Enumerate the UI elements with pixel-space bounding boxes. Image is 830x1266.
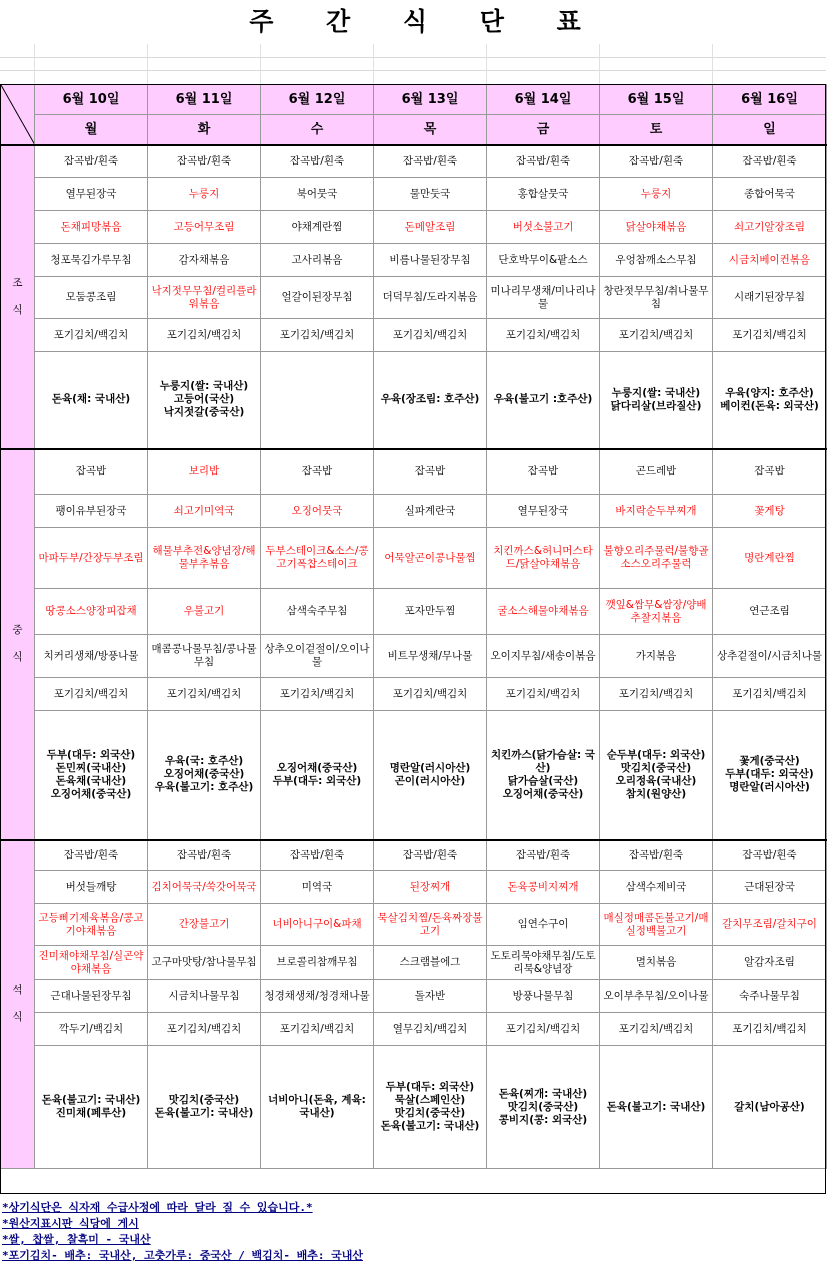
menu-item: 종합어묵국 (713, 178, 827, 211)
weekday-cell: 일 (713, 115, 827, 145)
menu-row (1, 678, 827, 711)
menu-row (1, 589, 827, 635)
menu-item: 미역국 (261, 871, 374, 904)
corner-cell (1, 85, 35, 145)
menu-item: 버섯들깨탕 (35, 871, 148, 904)
origin-cell: 오징어채(중국산) 두부(대두: 외국산) (261, 711, 374, 840)
origin-cell: 돈육(불고기: 국내산) (600, 1046, 713, 1169)
menu-row (1, 1013, 827, 1046)
breakfast-label (1, 145, 35, 449)
menu-item: 돌자반 (374, 980, 487, 1013)
menu-item: 잡곡밥/흰죽 (374, 840, 487, 871)
menu-row (1, 495, 827, 528)
dinner-label (1, 840, 35, 1169)
menu-item: 바지락순두부찌개 (600, 495, 713, 528)
menu-item: 포기김치/백김치 (35, 319, 148, 352)
menu-item: 홍합살뭇국 (487, 178, 600, 211)
origin-cell: 맛김치(중국산) 돈육(불고기: 국내산) (148, 1046, 261, 1169)
menu-item: 얼갈이된장무침 (261, 277, 374, 319)
menu-item: 된장찌개 (374, 871, 487, 904)
menu-item: 잡곡밥/흰죽 (35, 840, 148, 871)
menu-item: 잡곡밥/흰죽 (600, 840, 713, 871)
menu-item: 브로콜리참깨무침 (261, 946, 374, 980)
origin-row (1, 352, 827, 449)
origin-cell: 우육(불고기 :호주산) (487, 352, 600, 449)
menu-item: 북어뭇국 (261, 178, 374, 211)
menu-row (1, 244, 827, 277)
menu-item: 열무된장국 (487, 495, 600, 528)
menu-item: 보리밥 (148, 449, 261, 495)
menu-item: 잡곡밥/흰죽 (713, 145, 827, 178)
menu-item: 포기김치/백김치 (35, 678, 148, 711)
origin-cell: 돈육(찌개: 국내산) 맛김치(중국산) 콩비지(콩: 외국산) (487, 1046, 600, 1169)
menu-row (1, 211, 827, 244)
menu-item: 너비아니구이&파채 (261, 904, 374, 946)
menu-item: 포자만두찜 (374, 589, 487, 635)
page-title: 주 간 식 단 표 (249, 7, 603, 36)
weekday-cell: 목 (374, 115, 487, 145)
menu-row (1, 528, 827, 589)
menu-item: 도토리묵야채무침/도토리묵&양념장 (487, 946, 600, 980)
menu-item: 포기김치/백김치 (261, 678, 374, 711)
menu-item: 고사리볶음 (261, 244, 374, 277)
lunch-label (1, 449, 35, 840)
menu-item: 상추오이겉절이/오이나물 (261, 635, 374, 678)
grid-line (486, 44, 487, 84)
origin-cell: 누룽지(쌀: 국내산) 닭다리살(브라질산) (600, 352, 713, 449)
menu-row (1, 871, 827, 904)
menu-item: 불향오리주물럭/불향골소스오리주물럭 (600, 528, 713, 589)
menu-row (1, 145, 827, 178)
menu-item: 임연수구이 (487, 904, 600, 946)
weekday-cell: 금 (487, 115, 600, 145)
notes (2, 1200, 828, 1264)
origin-row (1, 1046, 827, 1169)
menu-item: 치커리생채/방풍나물 (35, 635, 148, 678)
menu-item: 명란계란찜 (713, 528, 827, 589)
menu-item: 잡곡밥/흰죽 (148, 840, 261, 871)
menu-item: 굴소스해물야채볶음 (487, 589, 600, 635)
menu-item: 숙주나물무침 (713, 980, 827, 1013)
menu-item: 깻잎&쌈무&쌈장/양배추찰지볶음 (600, 589, 713, 635)
menu-item: 알감자조림 (713, 946, 827, 980)
origin-cell: 우육(양지: 호주산) 베이컨(돈육: 외국산) (713, 352, 827, 449)
menu-item: 청포묵김가루무침 (35, 244, 148, 277)
menu-item: 삼색숙주무침 (261, 589, 374, 635)
menu-item: 진미채야채무침/실곤약야채볶음 (35, 946, 148, 980)
meal-label-char: 석 (12, 984, 23, 997)
menu-item: 잡곡밥/흰죽 (713, 840, 827, 871)
meal-label-gap (3, 997, 32, 1011)
menu-item: 매실정매콤돈불고기/매실정백불고기 (600, 904, 713, 946)
date-cell: 6월 12일 (261, 85, 374, 115)
menu-item: 어묵알곤이콩나물찜 (374, 528, 487, 589)
meal-label-char: 조 (12, 276, 23, 289)
date-cell: 6월 15일 (600, 85, 713, 115)
menu-item: 깍두기/백김치 (35, 1013, 148, 1046)
menu-row (1, 980, 827, 1013)
menu-row (1, 178, 827, 211)
meal-label-gap (3, 290, 32, 304)
weekday-cell: 화 (148, 115, 261, 145)
menu-item: 낙지젓무무침/컬리플라워볶음 (148, 277, 261, 319)
menu-item: 돈채피망볶음 (35, 211, 148, 244)
origin-cell: 갈치(남아공산) (713, 1046, 827, 1169)
menu-item: 잡곡밥/흰죽 (35, 145, 148, 178)
menu-item: 김치어묵국/쑥갓어묵국 (148, 871, 261, 904)
spacer-grid (0, 44, 826, 85)
date-cell: 6월 16일 (713, 85, 827, 115)
menu-item: 누룽지 (148, 178, 261, 211)
meal-label-char: 식 (12, 1011, 23, 1024)
menu-item: 곤드레밥 (600, 449, 713, 495)
menu-item: 우불고기 (148, 589, 261, 635)
origin-cell: 꽃게(중국산) 두부(대두: 외국산) 명란알(러시아산) (713, 711, 827, 840)
menu-item: 잡곡밥/흰죽 (148, 145, 261, 178)
grid-line (260, 44, 261, 84)
menu-item: 포기김치/백김치 (600, 678, 713, 711)
menu-item: 더덕무침/도라지볶음 (374, 277, 487, 319)
origin-cell: 두부(대두: 외국산) 돈민찌(국내산) 돈육채(국내산) 오징어채(중국산) (35, 711, 148, 840)
origin-cell: 돈육(채: 국내산) (35, 352, 148, 449)
date-row (1, 85, 827, 115)
menu-item: 비름나물된장무침 (374, 244, 487, 277)
menu-item: 포기김치/백김치 (487, 1013, 600, 1046)
origin-cell: 너비아니(돈육, 계육: 국내산) (261, 1046, 374, 1169)
menu-item: 누룽지 (600, 178, 713, 211)
menu-item: 치킨까스&허니머스타드/닭살야채볶음 (487, 528, 600, 589)
diagonal-line (1, 85, 35, 145)
date-cell: 6월 11일 (148, 85, 261, 115)
grid-line (712, 44, 713, 84)
menu-item: 두부스테이크&소스/콩고기폭찹스테이크 (261, 528, 374, 589)
weekday-cell: 월 (35, 115, 148, 145)
menu-item: 잡곡밥/흰죽 (487, 145, 600, 178)
menu-item: 근대나물된장무침 (35, 980, 148, 1013)
menu-item: 잡곡밥 (713, 449, 827, 495)
menu-item: 야채계란찜 (261, 211, 374, 244)
menu-row (1, 635, 827, 678)
note-line: *쌀, 찹쌀, 찰흑미 - 국내산 (2, 1233, 151, 1246)
note-line: *상기식단은 식자재 수급사정에 따라 달라 질 수 있습니다.* (2, 1201, 313, 1214)
menu-item: 꽃게탕 (713, 495, 827, 528)
meal-label-char: 식 (12, 303, 23, 316)
menu-item: 포기김치/백김치 (713, 678, 827, 711)
menu-item: 포기김치/백김치 (600, 1013, 713, 1046)
menu-item: 실파계란국 (374, 495, 487, 528)
note-line: *원산지표시판 식당에 게시 (2, 1217, 139, 1230)
grid-line (373, 44, 374, 84)
menu-item: 잡곡밥 (487, 449, 600, 495)
menu-item: 돈육콩비지찌개 (487, 871, 600, 904)
origin-row (1, 711, 827, 840)
menu-item: 시금치베이컨볶음 (713, 244, 827, 277)
menu-item: 멸치볶음 (600, 946, 713, 980)
origin-cell: 돈육(불고기: 국내산) 진미채(페루산) (35, 1046, 148, 1169)
menu-row (1, 946, 827, 980)
menu-item: 잡곡밥/흰죽 (374, 145, 487, 178)
menu-item: 포기김치/백김치 (713, 1013, 827, 1046)
origin-cell: 누룽지(쌀: 국내산) 고등어(국산) 낙지젓갈(중국산) (148, 352, 261, 449)
menu-item: 쇠고기미역국 (148, 495, 261, 528)
grid-line (147, 44, 148, 84)
menu-item: 잡곡밥/흰죽 (261, 840, 374, 871)
menu-item: 돈메알조림 (374, 211, 487, 244)
menu-item: 열무된장국 (35, 178, 148, 211)
menu-item: 포기김치/백김치 (713, 319, 827, 352)
menu-item: 포기김치/백김치 (261, 319, 374, 352)
menu-item: 잡곡밥/흰죽 (487, 840, 600, 871)
menu-item: 고구마맛탕/참나물무침 (148, 946, 261, 980)
origin-cell: 우육(국: 호주산) 오징어채(중국산) 우육(불고기: 호주산) (148, 711, 261, 840)
menu-item: 상추겉절이/시금치나물 (713, 635, 827, 678)
menu-item: 단호박무이&팥소스 (487, 244, 600, 277)
date-cell: 6월 10일 (35, 85, 148, 115)
menu-item: 포기김치/백김치 (148, 319, 261, 352)
menu-item: 모둠콩조림 (35, 277, 148, 319)
weekly-menu-table (0, 84, 827, 1169)
origin-cell: 두부(대두: 외국산) 묵살(스페인산) 맛김치(중국산) 돈육(불고기: 국내산) (374, 1046, 487, 1169)
meal-label-char: 식 (12, 651, 23, 663)
origin-cell: 순두부(대두: 외국산) 맛김치(중국산) 오리정육(국내산) 참치(원양산) (600, 711, 713, 840)
menu-item: 잡곡밥 (261, 449, 374, 495)
menu-item: 창란젓무무침/취나물무침 (600, 277, 713, 319)
origin-cell: 우육(장조림: 호주산) (374, 352, 487, 449)
menu-item: 근대된장국 (713, 871, 827, 904)
menu-row (1, 277, 827, 319)
menu-item: 오이지무침/새송이볶음 (487, 635, 600, 678)
weekday-cell: 수 (261, 115, 374, 145)
menu-item: 잡곡밥 (35, 449, 148, 495)
menu-item: 해물부추전&양념장/해물부추볶음 (148, 528, 261, 589)
menu-item: 포기김치/백김치 (600, 319, 713, 352)
menu-item: 간장불고기 (148, 904, 261, 946)
menu-item: 연근조림 (713, 589, 827, 635)
menu-item: 물만둣국 (374, 178, 487, 211)
menu-item: 고등어무조림 (148, 211, 261, 244)
menu-item: 묵살김치찜/돈육짜장불고기 (374, 904, 487, 946)
menu-item: 우엉참깨소스무침 (600, 244, 713, 277)
menu-item: 닭살야채볶음 (600, 211, 713, 244)
grid-line (599, 44, 600, 84)
menu-item: 땅콩소스양장피잡채 (35, 589, 148, 635)
note-line: *포기김치- 배추: 국내산, 고춧가루: 중국산 / 백김치- 배추: 국내산 (2, 1249, 363, 1262)
menu-item: 팽이유부된장국 (35, 495, 148, 528)
origin-cell: 명란알(러시아산) 곤이(러시아산) (374, 711, 487, 840)
menu-item: 시래기된장무침 (713, 277, 827, 319)
menu-item: 고등삐기제육볶음/콩고기야채볶음 (35, 904, 148, 946)
origin-cell (261, 352, 374, 449)
menu-item: 포기김치/백김치 (374, 678, 487, 711)
grid-line (34, 44, 35, 84)
menu-item: 포기김치/백김치 (487, 319, 600, 352)
weekday-cell: 토 (600, 115, 713, 145)
menu-item: 스크램블에그 (374, 946, 487, 980)
menu-item: 열무김치/백김치 (374, 1013, 487, 1046)
weekday-row (1, 115, 827, 145)
menu-row (1, 904, 827, 946)
menu-item: 포기김치/백김치 (261, 1013, 374, 1046)
menu-item: 포기김치/백김치 (487, 678, 600, 711)
menu-item: 마파두부/간장두부조림 (35, 528, 148, 589)
menu-item: 포기김치/백김치 (148, 678, 261, 711)
menu-item: 잡곡밥/흰죽 (600, 145, 713, 178)
meal-label-char: 중 (12, 624, 23, 636)
menu-item: 쇠고기알장조림 (713, 211, 827, 244)
menu-row (1, 319, 827, 352)
menu-item: 갈치무조림/갈치구이 (713, 904, 827, 946)
menu-item: 오이부추무침/오이나물 (600, 980, 713, 1013)
meal-label-gap (3, 637, 32, 651)
menu-item: 포기김치/백김치 (148, 1013, 261, 1046)
menu-item: 삼색수제비국 (600, 871, 713, 904)
menu-item: 매콤콩나물무침/콩나물무침 (148, 635, 261, 678)
menu-item: 포기김치/백김치 (374, 319, 487, 352)
menu-item: 잡곡밥 (374, 449, 487, 495)
origin-cell: 치킨까스(닭가슴살: 국산) 닭가슴살(국산) 오징어채(중국산) (487, 711, 600, 840)
menu-row (1, 840, 827, 871)
menu-item: 시금치나물무침 (148, 980, 261, 1013)
menu-item: 방풍나물무침 (487, 980, 600, 1013)
date-cell: 6월 14일 (487, 85, 600, 115)
menu-item: 미나리무생채/미나리나물 (487, 277, 600, 319)
menu-item: 오징어뭇국 (261, 495, 374, 528)
menu-item: 청경채생채/청경채나물 (261, 980, 374, 1013)
menu-item: 비트무생채/무나물 (374, 635, 487, 678)
menu-item: 버섯소불고기 (487, 211, 600, 244)
date-cell: 6월 13일 (374, 85, 487, 115)
menu-item: 잡곡밥/흰죽 (261, 145, 374, 178)
menu-row (1, 449, 827, 495)
menu-item: 감자채볶음 (148, 244, 261, 277)
menu-item: 가지볶음 (600, 635, 713, 678)
